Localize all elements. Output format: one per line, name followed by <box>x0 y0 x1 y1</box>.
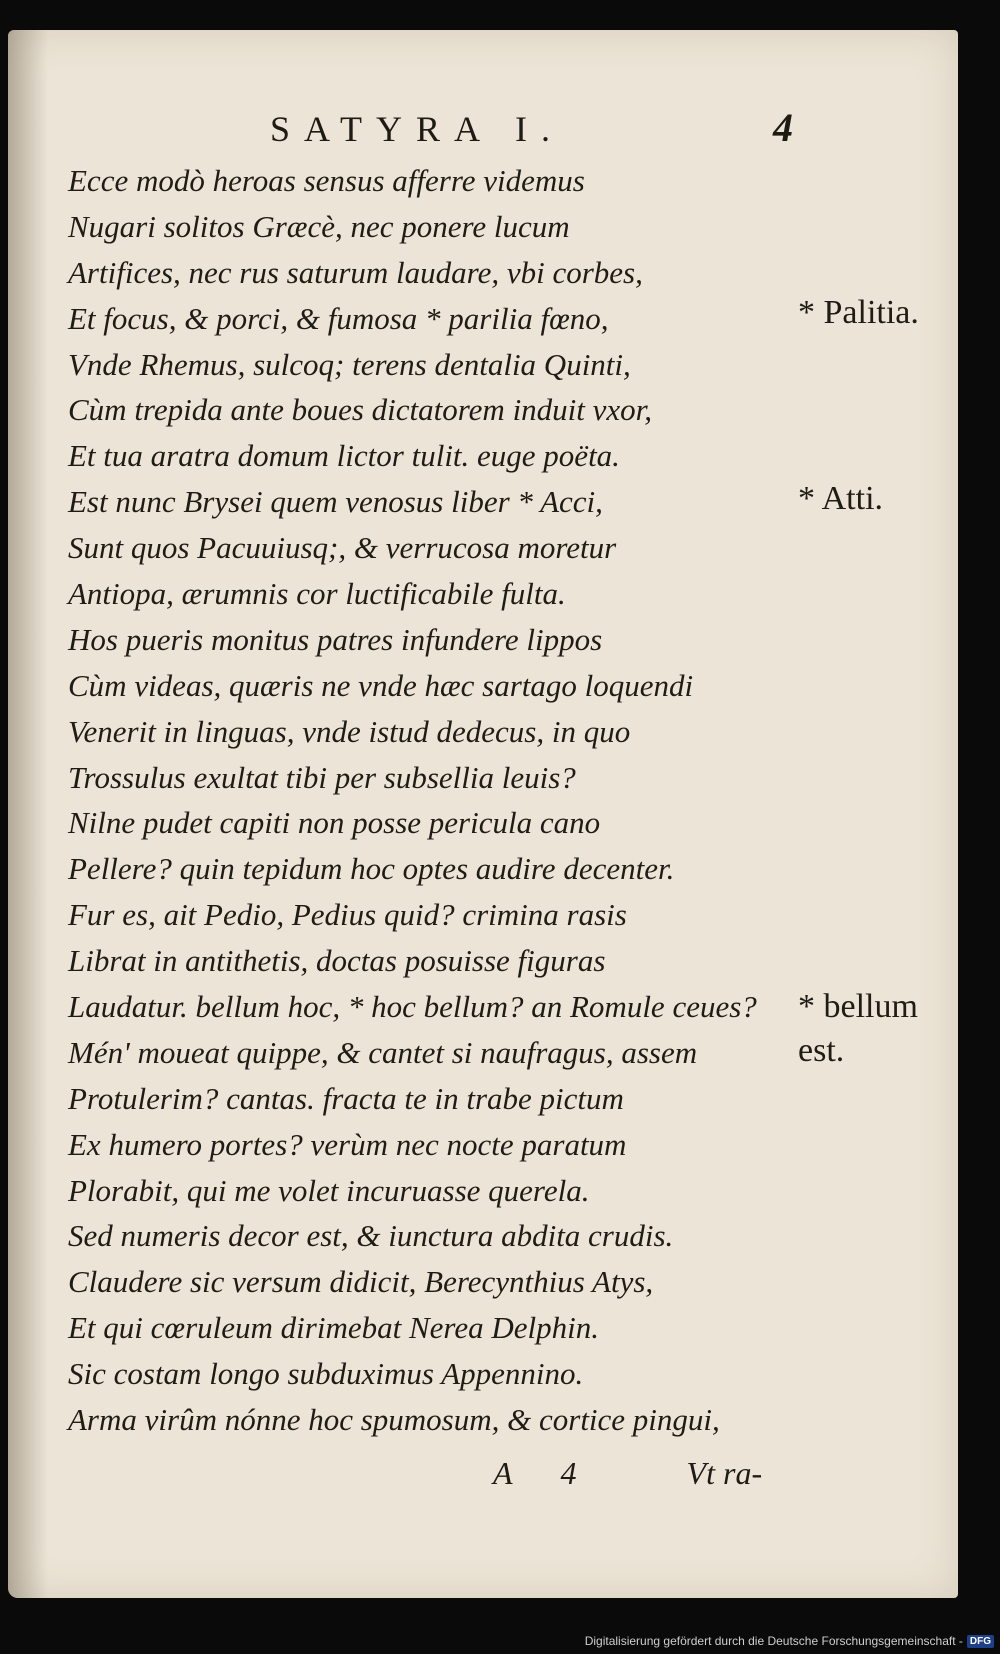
running-title: SATYRA I. <box>270 109 565 149</box>
marginal-note-line: * bellum <box>798 988 918 1025</box>
credit-text: Digitalisierung gefördert durch die Deutsche Forschungsgemeinschaft - <box>584 1634 963 1648</box>
signature-mark: A <box>493 1455 513 1491</box>
verse-line: Sed numeris decor est, & iunctura abdita crudis. <box>68 1218 674 1254</box>
verse-line: Cùm trepida ante boues dictatorem induit vxor, <box>68 392 653 428</box>
verse-line: Fur es, ait Pedio, Pedius quid? crimina rasis <box>68 897 627 933</box>
verse-line: Hos pueris monitus patres infundere lippos <box>68 621 603 657</box>
verse-line: Venerit in linguas, vnde istud dedecus, in quo <box>68 713 631 749</box>
verse-line: Pellere? quin tepidum hoc optes audire decenter. <box>68 851 675 887</box>
verse-line: Nilne pudet capiti non posse pericula cano <box>68 805 601 841</box>
catchline <box>493 1455 762 1492</box>
digitization-credit <box>585 1634 994 1648</box>
catchword: Vt ra- <box>686 1455 763 1491</box>
signature-number: 4 <box>560 1455 577 1491</box>
marginal-note <box>798 985 918 1073</box>
verse-line: Plorabit, qui me volet incuruasse querela. <box>68 1172 590 1208</box>
verse-line: Laudatur. bellum hoc, * hoc bellum? an Romule ceues? <box>68 989 757 1025</box>
verse-line: Et qui cœruleum dirimebat Nerea Delphin. <box>68 1310 599 1346</box>
marginal-note: * Palitia. <box>798 294 919 331</box>
verse-line: Mén' moueat quippe, & cantet si naufragus, assem <box>68 1034 698 1070</box>
book-page <box>8 30 958 1598</box>
verse-line: Arma virûm nónne hoc spumosum, & cortice pingui, <box>68 1402 720 1438</box>
marginal-note: * Atti. <box>798 480 884 517</box>
verse-line: Sunt quos Pacuuiusq;, & verrucosa moretur <box>68 530 617 566</box>
verse-line: Est nunc Brysei quem venosus liber * Acci, <box>68 484 603 520</box>
verse-line: Antiopa, ærumnis cor luctificabile fulta. <box>68 576 566 612</box>
verse-line: Artifices, nec rus saturum laudare, vbi corbes, <box>68 254 643 290</box>
verse-line: Nugari solitos Græcè, nec ponere lucum <box>68 208 570 244</box>
verse-line: Claudere sic versum didicit, Berecynthius Atys, <box>68 1264 654 1300</box>
verse-line: Cùm videas, quæris ne vnde hæc sartago loquendi <box>68 667 694 703</box>
verse-text <box>68 158 757 1443</box>
folio-number: 4 <box>773 105 793 150</box>
verse-line: Vnde Rhemus, sulcoq; terens dentalia Quinti, <box>68 346 631 382</box>
verse-line: Et tua aratra domum lictor tulit. euge poëta. <box>68 438 620 474</box>
verse-line: Librat in antithetis, doctas posuisse figuras <box>68 943 606 979</box>
verse-line: Protulerim? cantas. fracta te in trabe pictum <box>68 1080 624 1116</box>
verse-line: Sic costam longo subduximus Appennino. <box>68 1356 584 1392</box>
verse-line: Ex humero portes? verùm nec nocte paratum <box>68 1126 627 1162</box>
verse-line: Ecce modò heroas sensus afferre videmus <box>68 163 585 198</box>
verse-line: Et focus, & porci, & fumosa * parilia fœno, <box>68 300 609 336</box>
verse-line: Trossulus exultat tibi per subsellia leuis? <box>68 759 576 795</box>
dfg-logo: DFG <box>967 1635 994 1648</box>
marginal-note-line: est. <box>798 1032 845 1069</box>
